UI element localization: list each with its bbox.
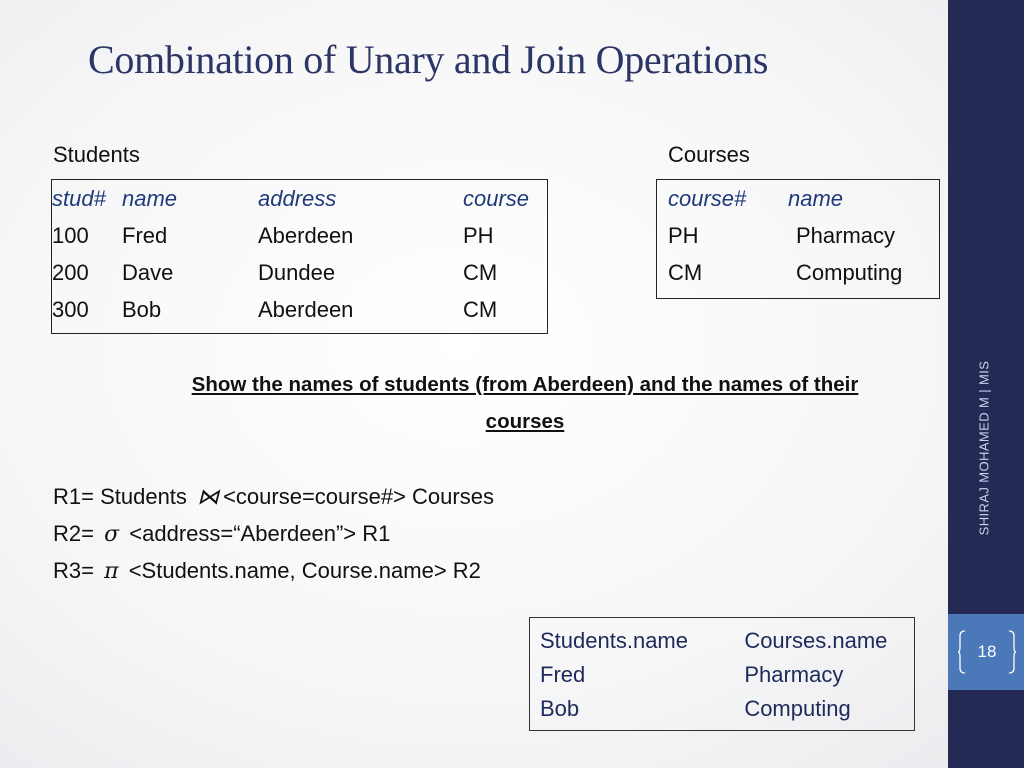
page-number: 18 — [977, 642, 997, 661]
courses-header-cell: course# — [668, 186, 747, 211]
project-symbol-icon: π — [104, 559, 119, 584]
students-cell: Dave — [122, 260, 174, 285]
operation-rhs: <course=course#> Courses — [223, 484, 494, 509]
students-header-cell: name — [122, 186, 178, 211]
select-symbol-icon: σ — [104, 522, 120, 547]
students-cell: Dundee — [258, 260, 336, 285]
students-cell: 200 — [52, 260, 89, 285]
operation-lhs: R2= — [53, 521, 94, 546]
students-cell: 100 — [52, 223, 89, 248]
author-label: SHIRAJ MOHAMED M | MIS — [976, 360, 992, 536]
result-cell: Pharmacy — [744, 662, 844, 687]
students-cell: Fred — [122, 223, 168, 248]
courses-header-row — [668, 180, 936, 217]
students-cell: Bob — [122, 297, 162, 322]
operation-line — [53, 552, 494, 589]
courses-cell: PH — [668, 223, 699, 248]
operation-line — [53, 515, 494, 552]
result-header-row — [540, 624, 914, 658]
operation-lhs: R1= Students — [53, 484, 187, 509]
students-row — [52, 254, 547, 291]
operation-lhs: R3= — [53, 558, 94, 583]
operation-rhs: <Students.name, Course.name> R2 — [128, 558, 481, 583]
courses-cell: Computing — [796, 260, 903, 285]
students-table-label: Students — [53, 142, 140, 167]
result-table — [529, 617, 915, 731]
students-header-cell: address — [258, 186, 337, 211]
students-cell: Aberdeen — [258, 297, 354, 322]
slide-title: Combination of Unary and Join Operations — [88, 37, 769, 82]
courses-cell: CM — [668, 260, 703, 285]
students-cell: PH — [463, 223, 494, 248]
result-cell: Fred — [540, 662, 586, 687]
operation-rhs: <address=“Aberdeen”> R1 — [129, 521, 391, 546]
question-text: Show the names of students (from Aberdeen) and the names of their courses — [191, 373, 859, 433]
result-row — [540, 692, 914, 726]
result-header-cell: Students.name — [540, 628, 688, 653]
students-header-cell: stud# — [52, 186, 106, 211]
courses-header-cell: name — [788, 186, 844, 211]
operations-list — [53, 478, 494, 589]
result-header-cell: Courses.name — [744, 628, 888, 653]
result-cell: Computing — [744, 696, 851, 721]
students-row — [52, 291, 547, 328]
courses-row — [668, 254, 936, 291]
operation-line — [53, 478, 494, 515]
students-header-row — [52, 180, 547, 217]
students-cell: Aberdeen — [258, 223, 354, 248]
courses-table — [656, 179, 940, 299]
students-row — [52, 217, 547, 254]
students-cell: 300 — [52, 297, 89, 322]
students-cell: CM — [463, 260, 498, 285]
students-table — [51, 179, 548, 334]
students-cell: CM — [463, 297, 498, 322]
students-header-cell: course — [463, 186, 530, 211]
courses-row — [668, 217, 936, 254]
courses-table-label: Courses — [668, 142, 750, 167]
join-symbol-icon: ⋈ — [197, 485, 220, 510]
courses-cell: Pharmacy — [796, 223, 896, 248]
result-row — [540, 658, 914, 692]
result-cell: Bob — [540, 696, 580, 721]
